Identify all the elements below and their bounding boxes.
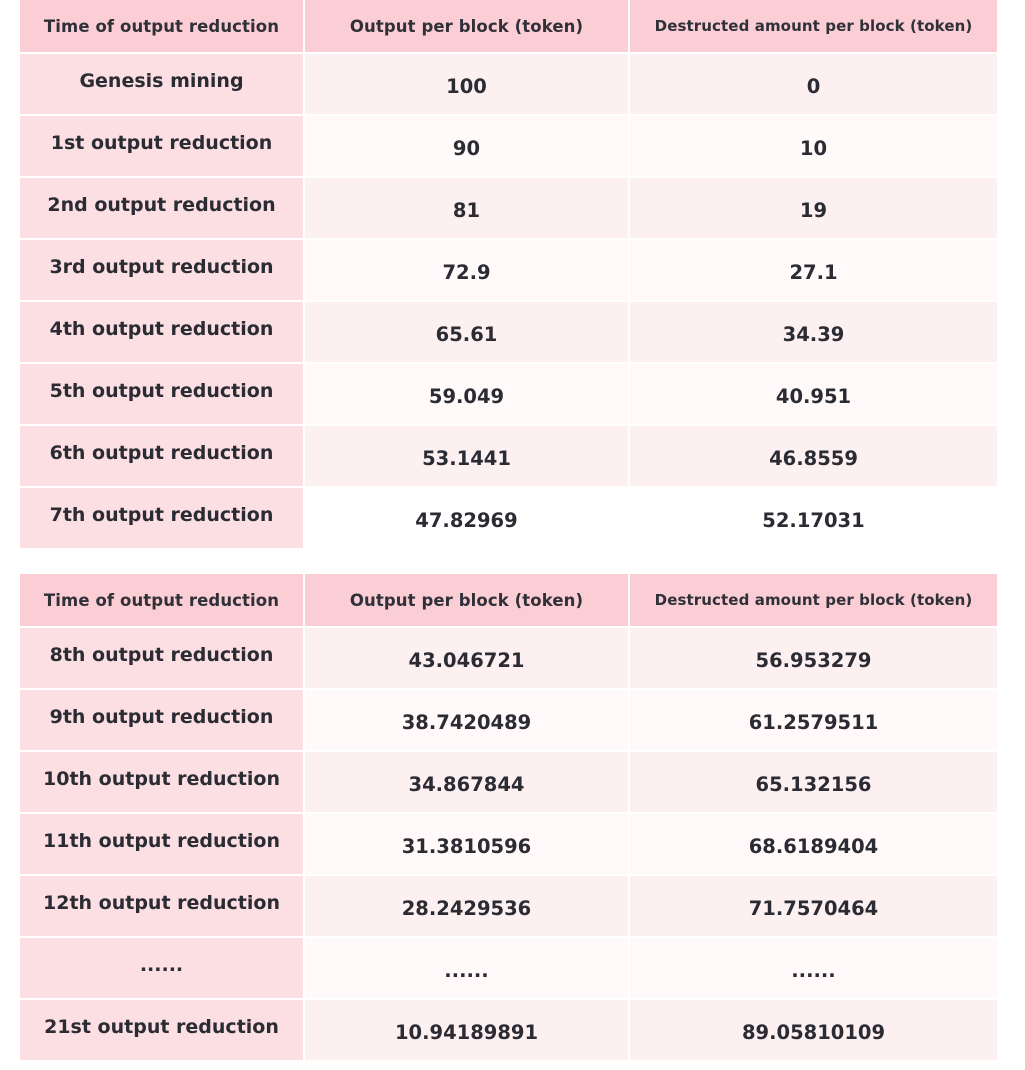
table-row <box>20 424 997 486</box>
table-row <box>20 688 997 750</box>
ellipsis-cell: ...... <box>20 938 303 998</box>
reduction-stage-cell: 12th output reduction <box>20 876 303 936</box>
ellipsis-cell: ...... <box>305 938 628 998</box>
reduction-stage-cell: 6th output reduction <box>20 426 303 486</box>
output-per-block-cell: 81 <box>305 178 628 238</box>
output-per-block-cell: 43.046721 <box>305 628 628 688</box>
table-row <box>20 812 997 874</box>
table-row <box>20 300 997 362</box>
destructed-amount-cell: 40.951 <box>630 364 997 424</box>
destructed-amount-cell: 10 <box>630 116 997 176</box>
destructed-amount-cell: 65.132156 <box>630 752 997 812</box>
reduction-stage-cell: 10th output reduction <box>20 752 303 812</box>
table-row <box>20 626 997 688</box>
output-per-block-cell: 90 <box>305 116 628 176</box>
output-per-block-cell: 53.1441 <box>305 426 628 486</box>
output-per-block-cell: 31.3810596 <box>305 814 628 874</box>
destructed-amount-cell: 27.1 <box>630 240 997 300</box>
table-row <box>20 362 997 424</box>
header-output-per-block: Output per block (token) <box>305 0 628 52</box>
destructed-amount-cell: 52.17031 <box>630 488 997 548</box>
header-destructed-amount-per-block: Destructed amount per block (token) <box>630 0 997 52</box>
table-header-row <box>20 574 997 626</box>
header-output-per-block: Output per block (token) <box>305 574 628 626</box>
table-row <box>20 486 997 548</box>
table-header-row <box>20 0 997 52</box>
table-row <box>20 874 997 936</box>
reduction-stage-cell: 8th output reduction <box>20 628 303 688</box>
reduction-stage-cell: 11th output reduction <box>20 814 303 874</box>
table-row <box>20 176 997 238</box>
header-time-of-output-reduction: Time of output reduction <box>20 0 303 52</box>
output-per-block-cell: 28.2429536 <box>305 876 628 936</box>
destructed-amount-cell: 19 <box>630 178 997 238</box>
output-per-block-cell: 10.94189891 <box>305 1000 628 1060</box>
table-row <box>20 238 997 300</box>
destructed-amount-cell: 71.7570464 <box>630 876 997 936</box>
reduction-stage-cell: 3rd output reduction <box>20 240 303 300</box>
reduction-stage-cell: 2nd output reduction <box>20 178 303 238</box>
reduction-table-1 <box>20 0 997 548</box>
output-per-block-cell: 38.7420489 <box>305 690 628 750</box>
reduction-stage-cell: 9th output reduction <box>20 690 303 750</box>
destructed-amount-cell: 68.6189404 <box>630 814 997 874</box>
output-per-block-cell: 65.61 <box>305 302 628 362</box>
destructed-amount-cell: 46.8559 <box>630 426 997 486</box>
reduction-stage-cell: 1st output reduction <box>20 116 303 176</box>
destructed-amount-cell: 56.953279 <box>630 628 997 688</box>
table-row <box>20 936 997 998</box>
reduction-stage-cell: Genesis mining <box>20 54 303 114</box>
output-per-block-cell: 100 <box>305 54 628 114</box>
table-row <box>20 750 997 812</box>
reduction-stage-cell: 21st output reduction <box>20 1000 303 1060</box>
output-per-block-cell: 59.049 <box>305 364 628 424</box>
table-row <box>20 52 997 114</box>
output-per-block-cell: 47.82969 <box>305 488 628 548</box>
reduction-stage-cell: 7th output reduction <box>20 488 303 548</box>
header-destructed-amount-per-block: Destructed amount per block (token) <box>630 574 997 626</box>
destructed-amount-cell: 89.05810109 <box>630 1000 997 1060</box>
table-row <box>20 998 997 1060</box>
reduction-table-2 <box>20 574 997 1060</box>
reduction-stage-cell: 4th output reduction <box>20 302 303 362</box>
reduction-stage-cell: 5th output reduction <box>20 364 303 424</box>
destructed-amount-cell: 61.2579511 <box>630 690 997 750</box>
ellipsis-cell: ...... <box>630 938 997 998</box>
output-per-block-cell: 34.867844 <box>305 752 628 812</box>
table-row <box>20 114 997 176</box>
header-time-of-output-reduction: Time of output reduction <box>20 574 303 626</box>
output-per-block-cell: 72.9 <box>305 240 628 300</box>
destructed-amount-cell: 34.39 <box>630 302 997 362</box>
destructed-amount-cell: 0 <box>630 54 997 114</box>
